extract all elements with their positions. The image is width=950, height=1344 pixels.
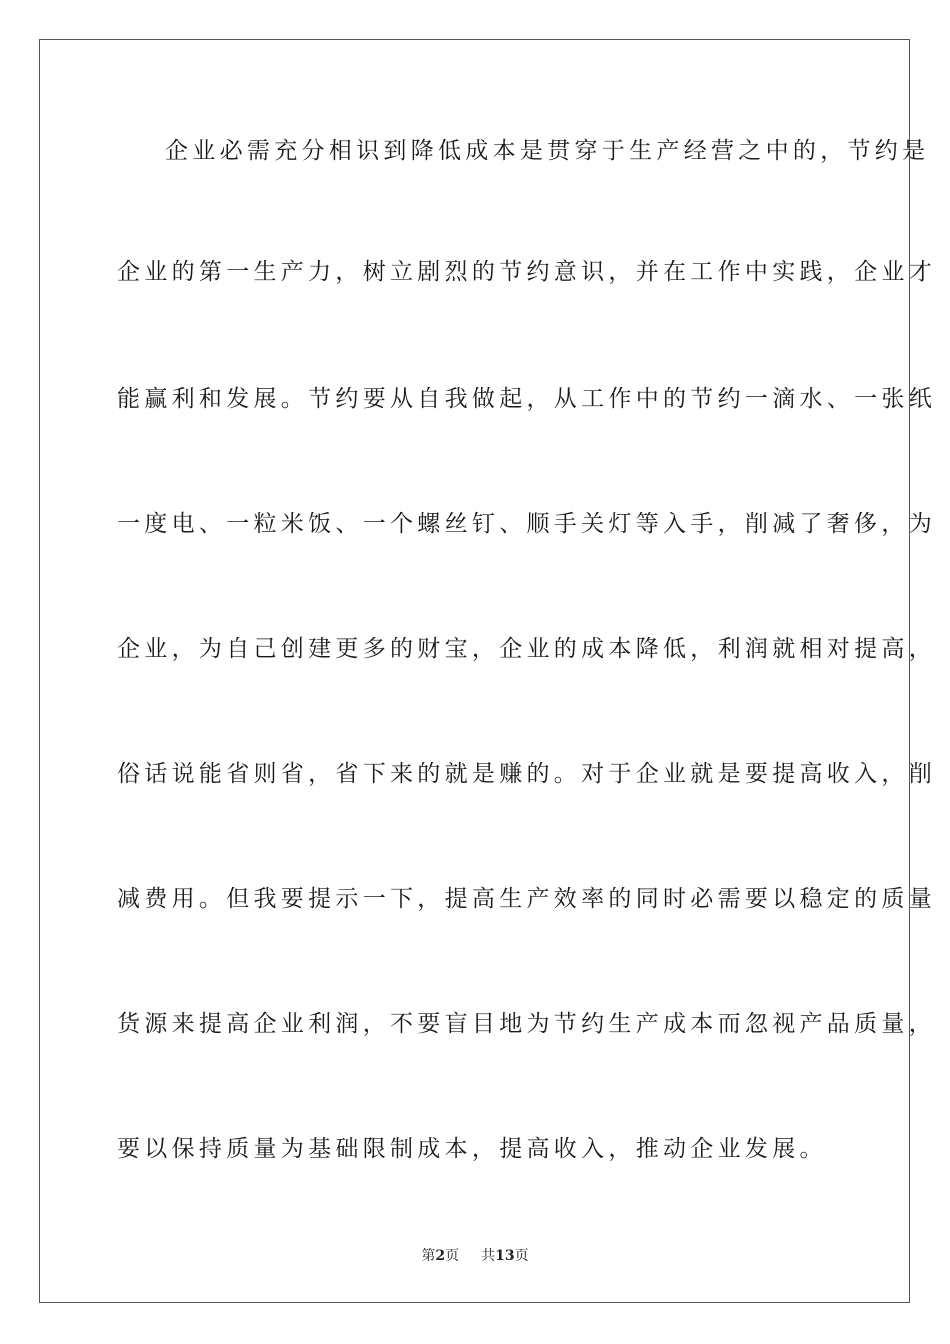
page-suffix: 页 — [445, 1248, 460, 1264]
page-footer — [0, 1247, 950, 1265]
total-suffix: 页 — [514, 1248, 529, 1264]
paragraph-line-4: 一度电、一粒米饭、一个螺丝钉、顺手关灯等入手，削减了奢侈，为 — [117, 511, 936, 537]
paragraph-line-9: 要以保持质量为基础限制成本，提高收入，推动企业发展。 — [117, 1136, 827, 1162]
page-prefix: 第 — [421, 1248, 436, 1264]
paragraph-line-1: 企业必需充分相识到降低成本是贯穿于生产经营之中的，节约是 — [165, 138, 930, 164]
total-prefix: 共 — [481, 1248, 496, 1264]
current-page-number: 2 — [435, 1248, 446, 1264]
paragraph-line-8: 货源来提高企业利润，不要盲目地为节约生产成本而忽视产品质量， — [117, 1011, 936, 1037]
paragraph-line-7: 减费用。但我要提示一下，提高生产效率的同时必需要以稳定的质量 — [117, 886, 936, 912]
paragraph-line-6: 俗话说能省则省，省下来的就是赚的。对于企业就是要提高收入，削 — [117, 761, 936, 787]
paragraph-line-5: 企业，为自己创建更多的财宝，企业的成本降低，利润就相对提高， — [117, 636, 936, 662]
paragraph-line-2: 企业的第一生产力，树立剧烈的节约意识，并在工作中实践，企业才 — [117, 259, 936, 285]
total-page-count: 13 — [495, 1248, 515, 1264]
paragraph-line-3: 能赢利和发展。节约要从自我做起，从工作中的节约一滴水、一张纸 — [117, 386, 936, 412]
page-border — [39, 39, 936, 1303]
